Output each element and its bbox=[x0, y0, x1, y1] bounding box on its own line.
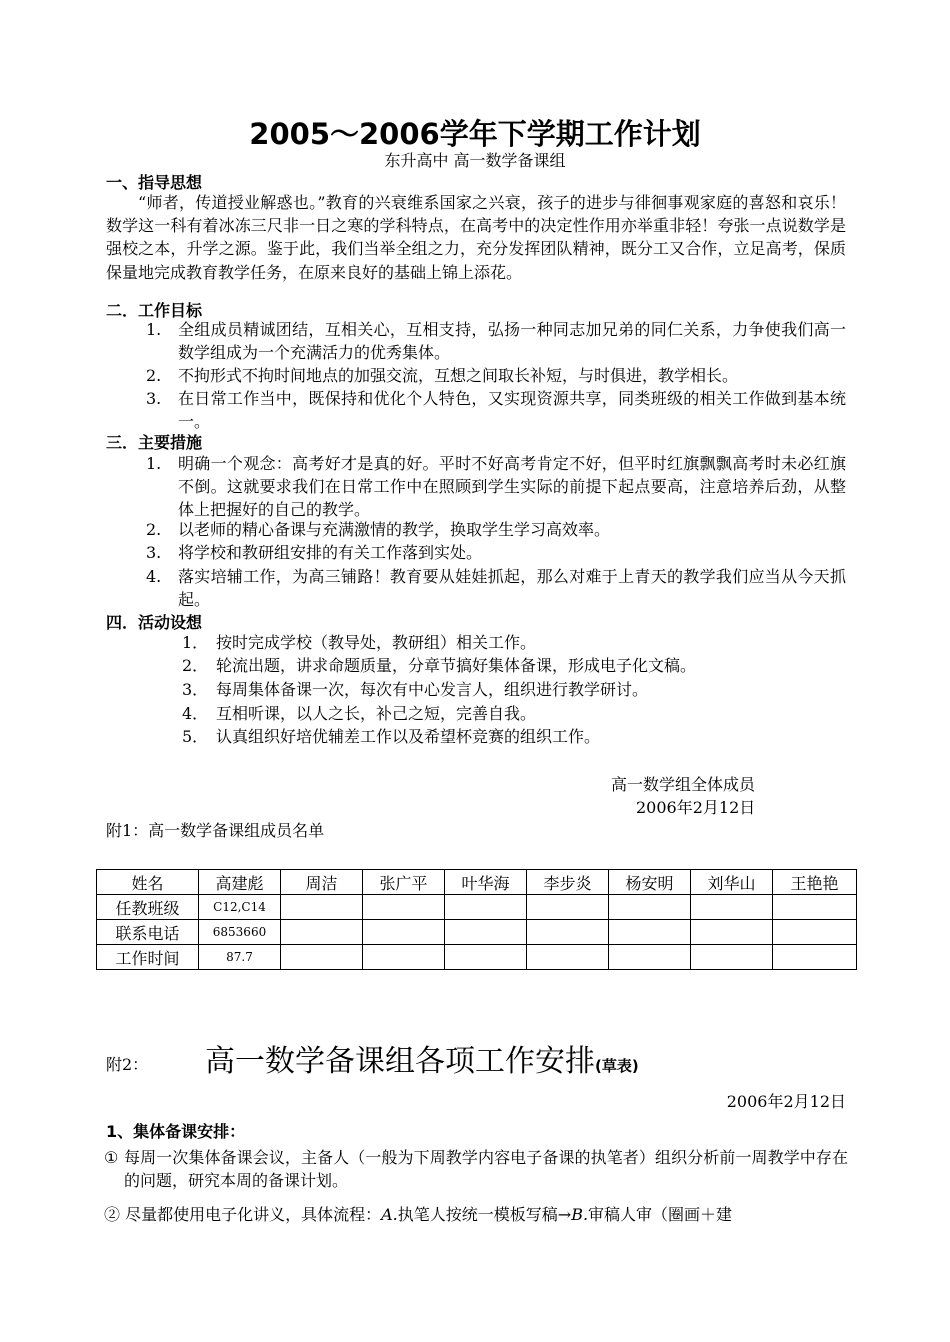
appendix1-label: 附1：高一数学备课组成员名单 bbox=[106, 821, 325, 840]
list-item bbox=[182, 678, 842, 701]
item-number: 2. bbox=[146, 520, 162, 539]
table-cell bbox=[281, 895, 363, 920]
table-cell bbox=[445, 895, 527, 920]
appendix2-label: 附2： bbox=[106, 1055, 149, 1074]
header-cell: 高建彪 bbox=[199, 870, 281, 895]
item-number: 4. bbox=[146, 567, 162, 586]
header-cell: 刘华山 bbox=[691, 870, 773, 895]
list-item bbox=[146, 518, 846, 541]
item-text: 尽量都使用电子化讲义，具体流程： bbox=[125, 1205, 382, 1224]
list-item bbox=[182, 631, 842, 654]
header-cell: 叶华海 bbox=[445, 870, 527, 895]
row-label-cell: 任教班级 bbox=[97, 895, 199, 920]
table-cell bbox=[609, 895, 691, 920]
header-cell: 张广平 bbox=[363, 870, 445, 895]
item-number: 4． bbox=[182, 704, 209, 723]
list-item bbox=[146, 452, 846, 522]
header-cell: 杨安明 bbox=[609, 870, 691, 895]
step-letter: A. bbox=[381, 1205, 398, 1224]
list-item bbox=[182, 702, 842, 725]
item-text: 认真组织好培优辅差工作以及希望杯竞赛的组织工作。 bbox=[216, 727, 601, 746]
header-cell: 王艳艳 bbox=[773, 870, 857, 895]
appendix2-date: 2006年2月12日 bbox=[726, 1092, 846, 1111]
table-cell bbox=[527, 945, 609, 970]
table-cell bbox=[691, 920, 773, 945]
list-item bbox=[104, 1203, 864, 1226]
table-cell bbox=[773, 945, 857, 970]
section2-heading: 二．工作目标 bbox=[106, 301, 203, 320]
item-text: 明确一个观念：高考好才是真的好。平时不好高考肯定不好，但平时红旗飘飘高考时未必红旗不倒。这就要求我们在日常工作中在照顾到学生实际的前提下起点要高，注意培养后劲，从整体上把握好的自己的教学。 bbox=[178, 454, 846, 520]
table-cell bbox=[445, 920, 527, 945]
list-item bbox=[146, 318, 846, 364]
table-cell: C12,C14 bbox=[199, 895, 281, 920]
table-header-row bbox=[97, 870, 857, 895]
table-cell bbox=[363, 945, 445, 970]
table-row bbox=[97, 895, 857, 920]
appendix2-heading: 1、集体备课安排： bbox=[106, 1122, 246, 1141]
list-item bbox=[104, 1146, 848, 1192]
table-row bbox=[97, 920, 857, 945]
item-number: 3. bbox=[146, 389, 162, 408]
section1-paragraph: “师者，传道授业解惑也。”教育的兴衰维系国家之兴衰，孩子的进步与徘徊事观家庭的喜怒和哀乐！数学这一科有着冰冻三尺非一日之寒的学科特点，在高考中的决定性作用亦举重非轻！夸张一点说数学是强校之本，升学之源。鉴于此，我们当举全组之力，充分发挥团队精神，既分工又合作，立足高考，保质保量地完成教育教学任务，在原来良好的基础上锦上添花。 bbox=[106, 193, 846, 282]
appendix2-draft-note: (草表) bbox=[595, 1057, 639, 1075]
list-item bbox=[146, 565, 846, 611]
table-cell bbox=[691, 895, 773, 920]
item-text: 每周集体备课一次，每次有中心发言人，组织进行教学研讨。 bbox=[216, 680, 649, 699]
table-cell bbox=[281, 920, 363, 945]
item-text: 每周一次集体备课会议，主备人（一般为下周教学内容电子备课的执笔者）组织分析前一周教学中存在的问题，研究本周的备课计划。 bbox=[124, 1148, 848, 1191]
table-cell bbox=[773, 920, 857, 945]
header-cell: 李步炎 bbox=[527, 870, 609, 895]
item-text: 执笔人按统一模板写稿→ bbox=[397, 1205, 572, 1224]
table-cell bbox=[609, 945, 691, 970]
table-cell bbox=[609, 920, 691, 945]
item-text: 全组成员精诚团结，互相关心，互相支持，弘扬一种同志加兄弟的同仁关系，力争使我们高一数学组成为一个充满活力的优秀集体。 bbox=[178, 320, 846, 363]
item-number: 2. bbox=[146, 366, 162, 385]
list-item bbox=[182, 725, 842, 748]
table-cell bbox=[527, 895, 609, 920]
table-cell bbox=[363, 920, 445, 945]
row-label-cell: 联系电话 bbox=[97, 920, 199, 945]
item-number: 5． bbox=[182, 727, 209, 746]
item-text: 将学校和教研组安排的有关工作落到实处。 bbox=[178, 543, 483, 562]
item-text: 按时完成学校（教导处，教研组）相关工作。 bbox=[216, 633, 537, 652]
table-row bbox=[97, 945, 857, 970]
section4-heading: 四．活动设想 bbox=[106, 613, 203, 632]
page-subtitle: 东升高中 高一数学备课组 bbox=[384, 151, 566, 170]
list-item bbox=[146, 541, 846, 564]
section3-heading: 三．主要措施 bbox=[106, 433, 203, 452]
step-letter: B. bbox=[571, 1205, 589, 1224]
section1-heading: 一、指导思想 bbox=[106, 173, 203, 192]
item-text: 互相听课，以人之长，补己之短，完善自我。 bbox=[216, 704, 537, 723]
item-number: 1． bbox=[182, 633, 209, 652]
appendix2-title-text: 高一数学备课组各项工作安排 bbox=[205, 1044, 595, 1079]
item-number: ① bbox=[104, 1148, 119, 1167]
item-number: 1. bbox=[146, 454, 162, 473]
table-cell: 87.7 bbox=[199, 945, 281, 970]
row-label-cell: 工作时间 bbox=[97, 945, 199, 970]
table-cell bbox=[363, 895, 445, 920]
item-number: 3. bbox=[146, 543, 162, 562]
item-number: 3． bbox=[182, 680, 209, 699]
signature-date: 2006年2月12日 bbox=[636, 798, 756, 817]
item-text: 轮流出题，讲求命题质量，分章节搞好集体备课，形成电子化文稿。 bbox=[216, 656, 697, 675]
list-item bbox=[182, 654, 842, 677]
table-cell bbox=[773, 895, 857, 920]
item-text: 以老师的精心备课与充满激情的教学，换取学生学习高效率。 bbox=[178, 520, 611, 539]
appendix2-title bbox=[205, 1036, 639, 1080]
item-text: 审稿人审（圈画＋建 bbox=[588, 1205, 733, 1224]
item-text: 在日常工作当中，既保持和优化个人特色，又实现资源共享，同类班级的相关工作做到基本统一。 bbox=[178, 389, 846, 432]
table-cell bbox=[281, 945, 363, 970]
signature-group: 高一数学组全体成员 bbox=[611, 775, 756, 794]
table-cell bbox=[691, 945, 773, 970]
item-text: 落实培辅工作，为高三铺路！教育要从娃娃抓起，那么对难于上青天的教学我们应当从今天抓起。 bbox=[178, 567, 846, 610]
item-number: 1. bbox=[146, 320, 162, 339]
table-cell: 6853660 bbox=[199, 920, 281, 945]
page-title: 2005～2006学年下学期工作计划 bbox=[249, 117, 701, 151]
item-text: 不拘形式不拘时间地点的加强交流，互想之间取长补短，与时俱进，教学相长。 bbox=[178, 366, 739, 385]
list-item bbox=[146, 387, 846, 433]
item-number: 2． bbox=[182, 656, 209, 675]
header-cell: 姓名 bbox=[97, 870, 199, 895]
header-cell: 周洁 bbox=[281, 870, 363, 895]
list-item bbox=[146, 364, 846, 387]
table-cell bbox=[527, 920, 609, 945]
member-roster-table bbox=[96, 869, 857, 970]
table-cell bbox=[445, 945, 527, 970]
item-number: ② bbox=[104, 1205, 121, 1224]
